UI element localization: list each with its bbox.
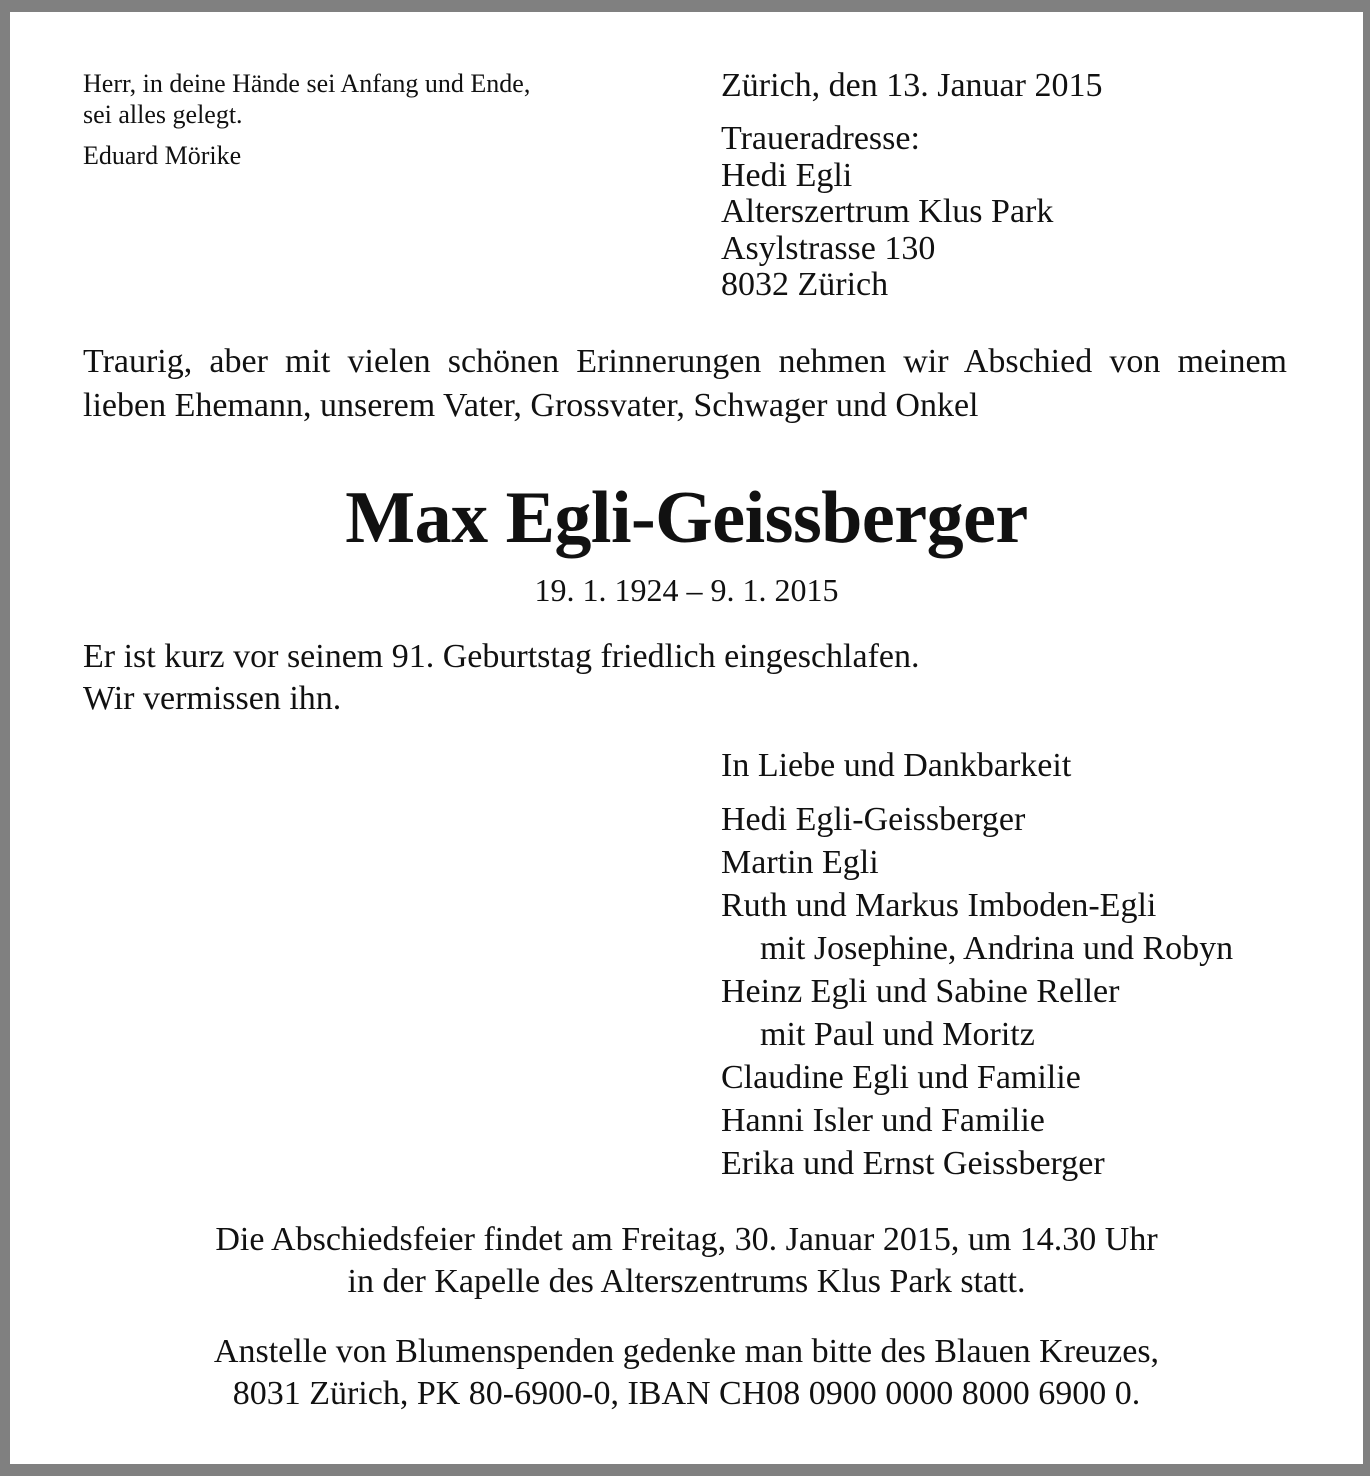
life-dates: 19. 1. 1924 – 9. 1. 2015 [534, 572, 839, 608]
family-member: Erika und Ernst Geissberger [721, 1145, 1105, 1182]
ceremony-notice [10, 1219, 1363, 1303]
obituary-page [10, 12, 1363, 1464]
address-street: Asylstrasse 130 [721, 229, 936, 267]
thanks-line: In Liebe und Dankbarkeit [721, 747, 1072, 784]
epigraph-quote [83, 68, 643, 171]
message-line: Wir vermissen ihn. [83, 680, 342, 717]
deceased-name: Max Egli-Geissberger [345, 477, 1028, 559]
family-member: Heinz Egli und Sabine Reller [721, 973, 1120, 1010]
message-line: Er ist kurz vor seinem 91. Geburtstag friedlich eingeschlafen. [83, 638, 920, 675]
intro-text: Traurig, aber mit vielen schönen Erinnerungen nehmen wir Abschied von meinem lieben Ehemann, unserem Vater, Grossvater, Schwager und Onkel [83, 343, 1287, 424]
family-member-children: mit Josephine, Andrina und Robyn [760, 930, 1234, 967]
family-member: Claudine Egli und Familie [721, 1059, 1081, 1096]
ceremony-line: Die Abschiedsfeier findet am Freitag, 30. Januar 2015, um 14.30 Uhr [215, 1221, 1158, 1258]
family-member: Hedi Egli-Geissberger [721, 801, 1026, 838]
family-member-children: mit Paul und Moritz [760, 1016, 1035, 1053]
family-member: Martin Egli [721, 844, 879, 881]
family-member: Ruth und Markus Imboden-Egli [721, 887, 1157, 924]
address-name: Hedi Egli [721, 156, 853, 194]
quote-author: Eduard Mörike [83, 141, 242, 170]
donation-notice [10, 1331, 1363, 1415]
donation-line: 8031 Zürich, PK 80-6900-0, IBAN CH08 0900 0000 8000 6900 0. [232, 1375, 1141, 1412]
donation-line: Anstelle von Blumenspenden gedenke man bitte des Blauen Kreuzes, [213, 1333, 1160, 1370]
address-city: 8032 Zürich [721, 266, 889, 303]
ceremony-line: in der Kapelle des Alterszentrums Klus Park statt. [347, 1263, 1026, 1300]
address-institution: Alterszertrum Klus Park [721, 193, 1054, 230]
address-label: Traueradresse: [721, 120, 920, 157]
family-list [721, 798, 1233, 1185]
mourning-address [721, 121, 1053, 304]
quote-line: sei alles gelegt. [83, 100, 243, 129]
place-date: Zürich, den 13. Januar 2015 [721, 67, 1103, 104]
quote-line: Herr, in deine Hände sei Anfang und Ende, [83, 69, 531, 98]
family-member: Hanni Isler und Familie [721, 1102, 1045, 1139]
farewell-message [83, 636, 920, 720]
